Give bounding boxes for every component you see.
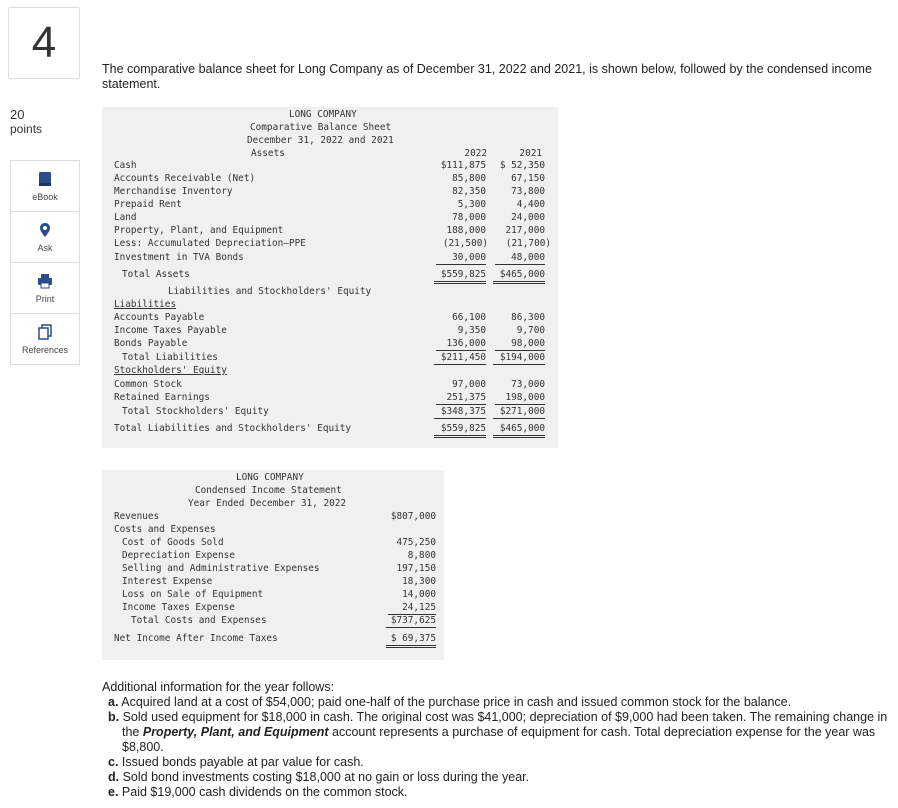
bs-total-liabilities-2021: $194,000 (493, 352, 545, 365)
list-item: c. Issued bonds payable at par value for cash. (108, 755, 364, 769)
printer-icon (36, 272, 54, 290)
list-item: a. Acquired land at a cost of $54,000; paid one-half of the purchase price in cash and issued common stock for the balance. (108, 695, 792, 709)
bs-liab-equity-heading: Liabilities and Stockholders' Equity (168, 286, 372, 297)
side-tools (10, 160, 80, 365)
bs-row-2021: 48,000 (495, 252, 545, 265)
bs-row-label: Land (114, 212, 137, 223)
bs-row-label: Bonds Payable (114, 338, 188, 349)
bs-total-assets-2022: $559,825 (434, 269, 486, 284)
bs-total-assets-2021: $465,000 (493, 269, 545, 284)
bs-row-2021: 9,700 (516, 325, 545, 336)
print-button[interactable]: Print (11, 263, 79, 314)
income-statement (102, 470, 444, 660)
bs-row-2022: 5,300 (457, 199, 486, 210)
bs-row-2021: 198,000 (495, 392, 545, 405)
bs-row-2021: 73,800 (511, 186, 545, 197)
references-button[interactable]: References (11, 314, 79, 364)
location-pin-icon (36, 221, 54, 239)
list-item: b. Sold used equipment for $18,000 in cash. The original cost was $41,000; depreciation of $9,000 had been taken. The remaining change in the Property, Plant, and Equipment account represents a purchase of equipment for cash. Total depreciation expense for the year was $8,800. (108, 710, 888, 754)
bs-total-le-2021: $465,000 (493, 423, 545, 438)
bs-row-label: Prepaid Rent (114, 199, 182, 210)
is-date: Year Ended December 31, 2022 (188, 498, 347, 509)
bs-row-2021: $ 52,350 (499, 160, 545, 171)
bs-row-2022: 66,100 (452, 312, 486, 323)
question-intro: The comparative balance sheet for Long Company as of December 31, 2022 and 2021, is shown below, followed by the condensed income statement. (102, 62, 872, 91)
bs-row-2022: 85,800 (452, 173, 486, 184)
bs-total-liabilities-2022: $211,450 (434, 352, 486, 365)
bs-row-2022: 9,350 (457, 325, 486, 336)
points-indicator: 20 points (10, 107, 43, 136)
bs-equity-heading: Stockholders' Equity (114, 365, 227, 376)
list-item: e. Paid $19,000 cash dividends on the common stock. (108, 785, 408, 799)
bs-row-2022: 136,000 (436, 338, 486, 351)
bs-row-label: Income Taxes Payable (114, 325, 227, 336)
bs-col-2022: 2022 (464, 148, 487, 159)
bs-row-2022: 188,000 (446, 225, 486, 236)
bs-row-label: Less: Accumulated Depreciation—PPE (114, 238, 306, 249)
is-cost-value: 475,250 (396, 537, 436, 548)
ebook-button[interactable]: eBook (11, 161, 79, 212)
bs-total-assets-label: Total Assets (122, 269, 190, 280)
is-cost-value: 24,125 (388, 602, 436, 615)
is-costs-heading: Costs and Expenses (114, 524, 216, 535)
bs-total-equity-2022: $348,375 (434, 406, 486, 419)
bs-row-label: Accounts Payable (114, 312, 205, 323)
is-cost-label: Selling and Administrative Expenses (122, 563, 320, 574)
bs-title: Comparative Balance Sheet (250, 122, 392, 133)
is-title: Condensed Income Statement (195, 485, 342, 496)
bs-col-2021: 2021 (519, 148, 542, 159)
bs-date: December 31, 2022 and 2021 (247, 135, 394, 146)
bs-row-2022: 78,000 (452, 212, 486, 223)
is-cost-value: 197,150 (396, 563, 436, 574)
is-cost-label: Cost of Goods Sold (122, 537, 224, 548)
bs-row-2021: 67,150 (511, 173, 545, 184)
is-net-income-value: $ 69,375 (386, 633, 436, 648)
bs-row-2021: 4,400 (516, 199, 545, 210)
bs-company: LONG COMPANY (289, 109, 357, 120)
list-item: d. Sold bond investments costing $18,000 at no gain or loss during the year. (108, 770, 530, 784)
bs-row-2022: 30,000 (436, 252, 486, 265)
is-total-costs-value: $737,625 (386, 615, 436, 628)
additional-information (102, 680, 892, 800)
bs-total-liabilities-label: Total Liabilities (122, 352, 218, 363)
is-revenues-value: $807,000 (390, 511, 436, 522)
bs-assets-heading: Assets (251, 148, 285, 159)
book-icon (36, 170, 54, 188)
bs-row-label: Retained Earnings (114, 392, 210, 403)
bs-row-label: Property, Plant, and Equipment (114, 225, 284, 236)
bs-row-2021: 73,000 (511, 379, 545, 390)
is-cost-label: Interest Expense (122, 576, 213, 587)
is-net-income-label: Net Income After Income Taxes (114, 633, 278, 644)
bs-row-2022: (21,500) (442, 238, 488, 249)
bs-row-label: Cash (114, 160, 137, 171)
bs-row-label: Investment in TVA Bonds (114, 252, 244, 263)
is-revenues-label: Revenues (114, 511, 160, 522)
question-number: 4 (8, 7, 80, 79)
is-company: LONG COMPANY (236, 472, 304, 483)
bs-total-equity-2021: $271,000 (493, 406, 545, 419)
bs-row-2021: (21,700) (505, 238, 551, 249)
bs-row-2022: 251,375 (436, 392, 486, 405)
bs-row-label: Merchandise Inventory (114, 186, 233, 197)
additional-list (102, 695, 892, 800)
bs-row-2022: 82,350 (452, 186, 486, 197)
bs-row-label: Accounts Receivable (Net) (114, 173, 256, 184)
bs-liabilities-heading: Liabilities (114, 299, 177, 310)
bs-total-le-label: Total Liabilities and Stockholders' Equity (114, 423, 352, 434)
is-total-costs-label: Total Costs and Expenses (131, 615, 267, 626)
documents-icon (36, 323, 54, 341)
bs-total-le-2022: $559,825 (434, 423, 486, 438)
is-cost-value: 18,300 (402, 576, 436, 587)
bs-row-2022: $111,875 (440, 160, 486, 171)
is-cost-value: 8,800 (407, 550, 436, 561)
bs-total-equity-label: Total Stockholders' Equity (122, 406, 269, 417)
is-cost-label: Loss on Sale of Equipment (122, 589, 264, 600)
bs-row-2021: 217,000 (505, 225, 545, 236)
is-cost-value: 14,000 (402, 589, 436, 600)
bs-row-2022: 97,000 (452, 379, 486, 390)
bs-row-2021: 98,000 (495, 338, 545, 351)
bs-row-label: Common Stock (114, 379, 182, 390)
bs-row-2021: 86,300 (511, 312, 545, 323)
is-cost-label: Depreciation Expense (122, 550, 235, 561)
is-cost-label: Income Taxes Expense (122, 602, 235, 613)
additional-heading: Additional information for the year follows: (102, 680, 335, 694)
balance-sheet (102, 107, 558, 448)
bs-row-2021: 24,000 (511, 212, 545, 223)
ask-button[interactable]: Ask (11, 212, 79, 263)
